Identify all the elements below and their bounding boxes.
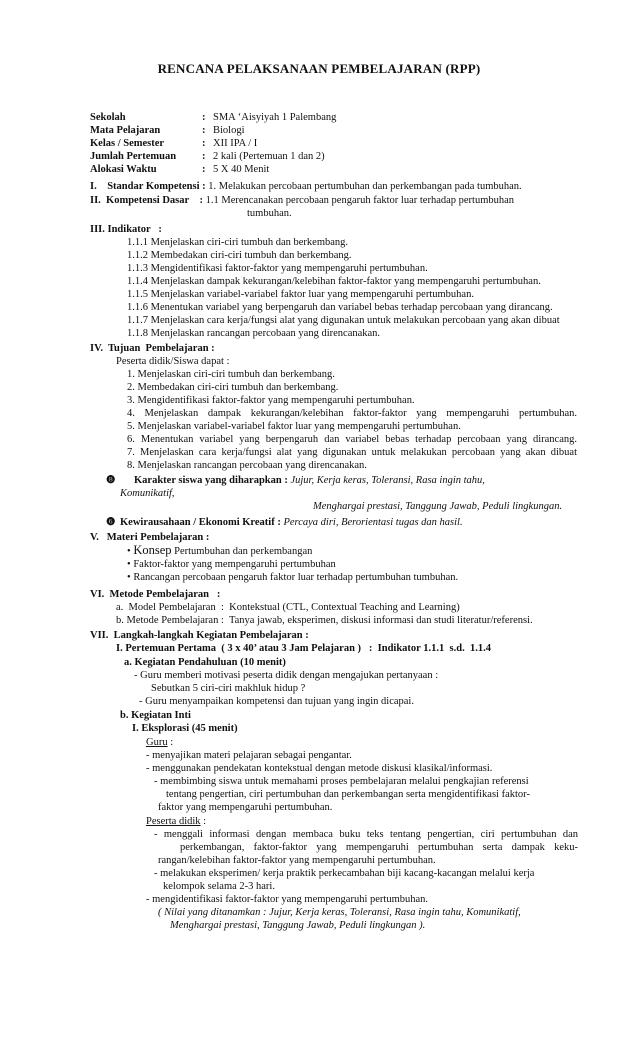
indikator-item: 1.1.4 Menjelaskan dampak kekurangan/kelebihan faktor-faktor yang mempengaruhi pertumbuhan. bbox=[127, 276, 541, 287]
tujuan-item: 7. Menjelaskan cara kerja/fungsi alat yang digunakan untuk melakukan percobaan yang akan dibuat bbox=[127, 447, 577, 458]
peserta-item-cont: perkembangan, faktor-faktor yang mempengaruhi pertumbuhan serta dampak keku- bbox=[180, 842, 578, 853]
langkah-heading: VII. Langkah-langkah Kegiatan Pembelajaran : bbox=[90, 630, 309, 641]
metode-metode: b. Metode Pembelajaran : Tanya jawab, eksperimen, diskusi informasi dan studi literatur/referensi. bbox=[116, 615, 533, 626]
guru-item: - menggunakan pendekatan kontekstual dengan metode diskusi klasikal/informasi. bbox=[146, 763, 493, 774]
pendahuluan-item: Sebutkan 5 ciri-ciri makhluk hidup ? bbox=[151, 683, 306, 694]
bullet-icon: • bbox=[127, 572, 131, 583]
indikator-heading: III. Indikator : bbox=[90, 224, 162, 235]
nilai-note-cont: Menghargai prestasi, Tanggung Jawab, Peduli lingkungan ). bbox=[170, 920, 426, 931]
kewirausahaan-row: ❻ Kewirausahaan / Ekonomi Kreatif : Percaya diri, Berorientasi tugas dan hasil. bbox=[106, 517, 463, 528]
karakter-cont: Menghargai prestasi, Tanggung Jawab, Peduli lingkungan. bbox=[313, 501, 563, 512]
pendahuluan-item: - Guru menyampaikan kompetensi dan tujuan yang ingin dicapai. bbox=[139, 696, 414, 707]
numbered-circle-icon: ❻ bbox=[106, 517, 116, 528]
indikator-item: 1.1.7 Menjelaskan cara kerja/fungsi alat yang digunakan untuk melakukan percobaan yang akan dibuat bbox=[127, 315, 560, 326]
indikator-item: 1.1.2 Membedakan ciri-ciri tumbuh dan berkembang. bbox=[127, 250, 352, 261]
guru-item-cont: tentang pengertian, ciri pertumbuhan dan perkembangan serta mengidentifikasi faktor- bbox=[166, 789, 530, 800]
guru-item: - membimbing siswa untuk memahami proses pembelajaran melalui pengkajian referensi bbox=[154, 776, 529, 787]
tujuan-item: 5. Menjelaskan variabel-variabel faktor luar yang mempengaruhi pertumbuhan. bbox=[127, 421, 461, 432]
guru-item-cont: faktor yang mempengaruhi pertumbuhan. bbox=[158, 802, 333, 813]
standar-kompetensi: I. Standar Kompetensi : 1. Melakukan percobaan pertumbuhan dan perkembangan pada tumbuhan. bbox=[90, 181, 522, 192]
kompetensi-dasar: II. Kompetensi Dasar : 1.1 Merencanakan percobaan pengaruh faktor luar terhadap pertumbuhan bbox=[90, 195, 515, 206]
materi-item: • Konsep Pertumbuhan dan perkembangan bbox=[127, 543, 313, 557]
pendahuluan-heading: a. Kegiatan Pendahuluan (10 menit) bbox=[124, 657, 286, 668]
peserta-item-cont: kelompok selama 2-3 hari. bbox=[163, 881, 275, 892]
indikator-item: 1.1.8 Menjelaskan rancangan percobaan yang direncanakan. bbox=[127, 328, 381, 339]
numbered-circle-icon: ❽ bbox=[106, 475, 116, 486]
peserta-item: - melakukan eksperimen/ kerja praktik perkecambahan biji kacang-kacangan melalui kerja bbox=[154, 868, 535, 879]
identity-row-kelas: Kelas / Semester : XII IPA / I bbox=[90, 138, 258, 149]
indikator-item: 1.1.1 Menjelaskan ciri-ciri tumbuh dan berkembang. bbox=[127, 237, 349, 248]
bullet-icon: • bbox=[127, 559, 131, 570]
tujuan-item: 1. Menjelaskan ciri-ciri tumbuh dan berkembang. bbox=[127, 369, 335, 380]
materi-heading: V. Materi Pembelajaran : bbox=[90, 532, 210, 543]
nilai-note: ( Nilai yang ditanamkan : Jujur, Kerja keras, Toleransi, Rasa ingin tahu, Komunikatif, bbox=[158, 907, 521, 918]
indikator-item: 1.1.3 Mengidentifikasi faktor-faktor yang mempengaruhi pertumbuhan. bbox=[127, 263, 428, 274]
tujuan-item: 6. Menentukan variabel yang berpengaruh dan variabel bebas terhadap percobaan yang dirancang. bbox=[127, 434, 577, 445]
identity-row-sekolah: Sekolah : SMA ‘Aisyiyah 1 Palembang bbox=[90, 112, 337, 123]
materi-item: • Faktor-faktor yang mempengaruhi pertumbuhan bbox=[127, 559, 336, 570]
identity-row-alokasi: Alokasi Waktu : 5 X 40 Menit bbox=[90, 164, 270, 175]
identity-row-mapel: Mata Pelajaran : Biologi bbox=[90, 125, 245, 136]
materi-item: • Rancangan percobaan pengaruh faktor luar terhadap pertumbuhan tumbuhan. bbox=[127, 572, 459, 583]
tujuan-item: 3. Mengidentifikasi faktor-faktor yang mempengaruhi pertumbuhan. bbox=[127, 395, 415, 406]
metode-model: a. Model Pembelajaran : Kontekstual (CTL, Contextual Teaching and Learning) bbox=[116, 602, 460, 613]
karakter-cont: Komunikatif, bbox=[120, 488, 175, 499]
pertemuan-heading: I. Pertemuan Pertama ( 3 x 40’ atau 3 Jam Pelajaran ) : Indikator 1.1.1 s.d. 1.1.4 bbox=[116, 643, 491, 654]
peserta-heading: Peserta didik : bbox=[146, 816, 207, 827]
peserta-item: - mengidentifikasi faktor-faktor yang mempengaruhi pertumbuhan. bbox=[146, 894, 429, 905]
tujuan-item: 2. Membedakan ciri-ciri tumbuh dan berkembang. bbox=[127, 382, 339, 393]
tujuan-item: 8. Menjelaskan rancangan percobaan yang direncanakan. bbox=[127, 460, 367, 471]
page-title: RENCANA PELAKSANAAN PEMBELAJARAN (RPP) bbox=[157, 61, 481, 76]
identity-row-pertemuan: Jumlah Pertemuan : 2 kali (Pertemuan 1 dan 2) bbox=[90, 151, 325, 162]
peserta-item-cont: rangan/kelebihan faktor-faktor yang mempengaruhi pertumbuhan. bbox=[158, 855, 436, 866]
karakter-row: ❽ Karakter siswa yang diharapkan : Jujur, Kerja keras, Toleransi, Rasa ingin tahu, bbox=[106, 475, 485, 486]
pendahuluan-item: - Guru memberi motivasi peserta didik dengan mengajukan pertanyaan : bbox=[134, 670, 439, 681]
guru-heading: Guru : bbox=[146, 737, 174, 748]
bullet-icon: • bbox=[127, 546, 131, 557]
inti-heading: b. Kegiatan Inti bbox=[120, 710, 191, 721]
tujuan-heading: IV. Tujuan Pembelajaran : bbox=[90, 343, 215, 354]
metode-heading: VI. Metode Pembelajaran : bbox=[90, 589, 221, 600]
peserta-item: - menggali informasi dengan membaca buku teks tentang pengertian, ciri pertumbuhan dan bbox=[154, 829, 578, 840]
guru-item: - menyajikan materi pelajaran sebagai pengantar. bbox=[146, 750, 352, 761]
kompetensi-dasar-cont: tumbuhan. bbox=[247, 208, 292, 219]
eksplorasi-heading: I. Eksplorasi (45 menit) bbox=[132, 723, 238, 734]
tujuan-intro: Peserta didik/Siswa dapat : bbox=[116, 356, 230, 367]
tujuan-item: 4. Menjelaskan dampak kekurangan/kelebihan faktor-faktor yang mempengaruhi pertumbuhan. bbox=[127, 408, 577, 419]
indikator-item: 1.1.6 Menentukan variabel yang berpengaruh dan variabel bebas terhadap percobaan yang dirancang. bbox=[127, 302, 553, 313]
indikator-item: 1.1.5 Menjelaskan variabel-variabel faktor luar yang mempengaruhi pertumbuhan. bbox=[127, 289, 474, 300]
